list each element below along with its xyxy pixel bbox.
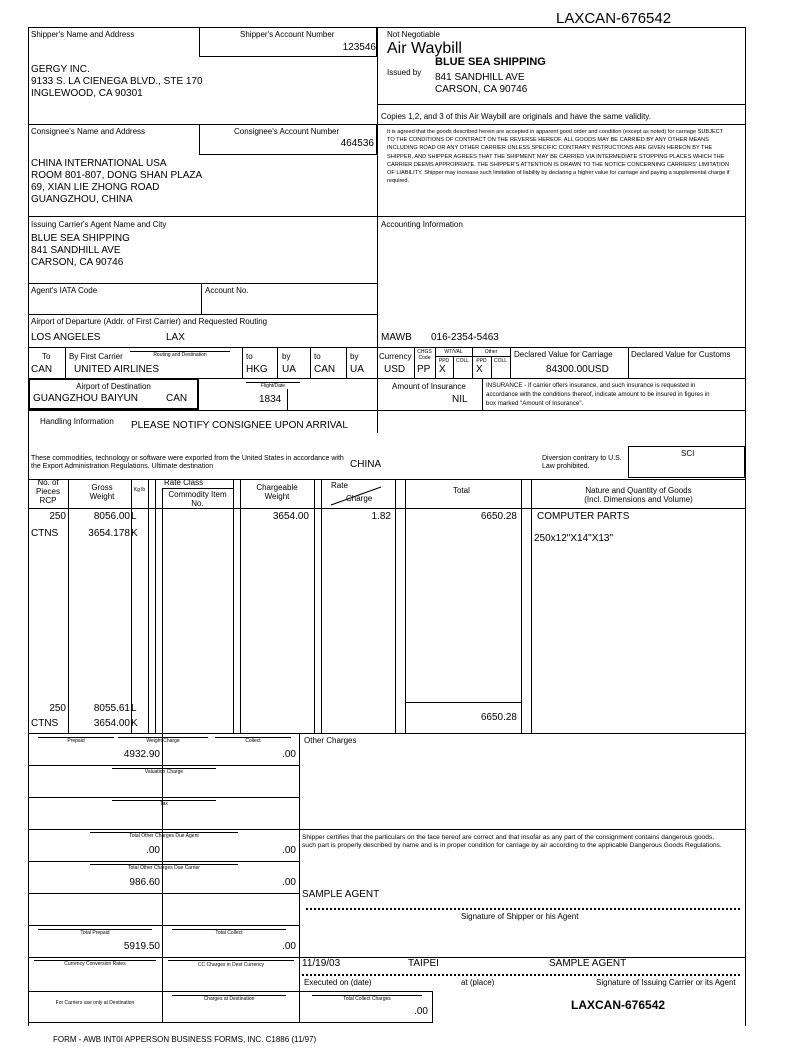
agent-iata-label: Agent's IATA Code: [31, 286, 98, 295]
col-pieces: No. of Pieces RCP: [35, 478, 60, 505]
weight-collect: .00: [282, 749, 296, 760]
departure-code: LAX: [166, 332, 185, 343]
total-pieces-unit: CTNS: [31, 718, 59, 729]
departure-city: LOS ANGELES: [31, 332, 101, 343]
to3-value: CAN: [314, 364, 336, 375]
cc-charges-label: CC Charges in Dest Currency: [197, 962, 265, 968]
flight-value: 1834: [259, 394, 282, 405]
currency-label: Currency: [379, 352, 412, 361]
col-nature-2: (Incl. Dimensions and Volume): [584, 495, 693, 504]
destination-airport: GUANGZHOU BAIYUN: [33, 393, 139, 404]
total-pieces: 250: [49, 703, 66, 714]
shipper-cert: Shipper certifies that the particulars on the face hereof are correct and that insofar as any part of the consignment contains dangerous goods, such part is properly described by name and is in proper condition for carriage by air according to the applicable Dangerous Goods Regulations.: [302, 834, 722, 849]
carrier-use-label: For Carriers use only at Destination: [55, 1000, 135, 1006]
awb-number-bottom: LAXCAN-676542: [571, 998, 666, 1012]
insurance-note: INSURANCE - If carrier offers insurance, and such insurance is requested in accordance with the conditions thereof, indicate amount to be insured in figures in box marked "Amount of Insurance".: [486, 382, 710, 407]
declared-customs-label: Declared Value for Customs: [631, 350, 731, 359]
cargo-pieces-unit: CTNS: [31, 528, 59, 539]
total-prepaid-label: Total Prepaid: [80, 930, 110, 936]
ot-ppd-mark: X: [476, 364, 483, 375]
issuer-name: BLUE SEA SHIPPING: [435, 56, 546, 68]
total-prepaid: 5919.50: [123, 941, 160, 952]
to3-label: to: [314, 352, 321, 361]
departure-label: Airport of Departure (Addr. of First Carrier) and Requested Routing: [31, 317, 268, 326]
other-label: Other: [484, 349, 498, 355]
sci-label: SCI: [681, 449, 695, 458]
issuer-address: 841 SANDHILL AVE CARSON, CA 90746: [435, 72, 528, 95]
cargo-gross2-unit: K: [131, 528, 138, 539]
by3-value: UA: [350, 364, 364, 375]
cargo-gross2: 3654.178: [88, 528, 130, 539]
shipper-account: 123546: [342, 42, 376, 53]
insurance-label: Amount of Insurance: [392, 382, 466, 391]
total-gross2-unit: K: [131, 718, 138, 729]
shipper-label: Shipper's Name and Address: [31, 30, 135, 39]
col-charge: Charge: [346, 494, 373, 503]
consignee-address: CHINA INTERNATIONAL USA ROOM 801-807, DONG SHAN PLAZA 69, XIAN LIE ZHONG ROAD GUANGZHOU, CHINA: [31, 158, 203, 205]
total-collect-label: Total Collect: [215, 930, 243, 936]
execution-sig-label: Signature of Issuing Carrier or its Agent: [596, 978, 736, 987]
copies-note: Copies 1,2, and 3 of this Air Waybill are originals and have the same validity.: [381, 112, 651, 121]
total-collect-charges-label: Total Collect Charges: [343, 996, 391, 1002]
to-label: To: [42, 352, 51, 361]
prepaid-label: Prepaid: [67, 738, 85, 744]
cargo-pieces: 250: [49, 511, 66, 522]
center-divider: [377, 27, 378, 433]
by2-value: UA: [282, 364, 296, 375]
col-gross: Gross Weight: [89, 483, 115, 501]
mawb-value: 016-2354-5463: [431, 332, 499, 343]
shipper-signature-label: Signature of Shipper or his Agent: [461, 912, 579, 921]
due-agent-label: Total Other Charges Due Agent: [129, 833, 199, 839]
consignee-account: 464536: [340, 138, 374, 149]
cargo-chargeable: 3654.00: [272, 511, 309, 522]
to2-label: to: [246, 352, 253, 361]
awb-number-top: LAXCAN-676542: [556, 10, 672, 27]
conditions-text: It is agreed that the goods described herein are accepted in apparent good order and condition (except as noted) for carriage SUBJECT TO THE CONDITIONS OF CONTRACT ON THE REVERSE HEREOF. ALL GOODS MAY BE CARRIED BY ANY OTHER MEANS INCLUDING ROAD OR ANY OTHER CARRIER UNLESS SPECIFIC CONTRARY INSTRUCTIONS ARE GIVEN HEREON BY THE SHIPPER, AND SHIPPER AGREES THAT THE SHIPMENT MAY BE CARRIED VIA INTERMEDIATE STOPPING PLACES WHICH THE CARRIER DEEMS APPROPRIATE. THE SHIPPER'S ATTENTION IS DRAWN TO THE NOTICE CONCERNING CARRIERS' LIMITATION OF LIABILITY. Shipper may increase such limitation of liability by declaring a higher value for carriage and paying a supplemental charge if required.: [387, 129, 730, 185]
execution-date: 11/19/03: [302, 958, 341, 969]
total-collect-charges: .00: [414, 1006, 428, 1017]
routing-dest-label: Routing and Destination: [153, 352, 207, 358]
by2-label: by: [282, 352, 291, 361]
total-gross2: 3654.00: [93, 718, 130, 729]
due-carrier-collect: .00: [282, 877, 296, 888]
total-collect: .00: [282, 941, 296, 952]
cargo-dims: 250x12"X14"X13": [534, 533, 614, 544]
cargo-goods: COMPUTER PARTS: [537, 511, 630, 522]
execution-place: TAIPEI: [408, 958, 439, 969]
shipper-account-label: Shipper's Account Number: [240, 30, 335, 39]
cargo-gross: 8056.00: [93, 511, 130, 522]
col-total: Total: [453, 486, 470, 495]
rate-charge-diagonal: [321, 479, 395, 508]
declared-carriage-value: 84300.00USD: [546, 364, 609, 375]
first-carrier-label: By First Carrier: [69, 352, 123, 361]
handling-value: PLEASE NOTIFY CONSIGNEE UPON ARRIVAL: [131, 420, 348, 431]
wt-coll-label: COLL: [455, 358, 470, 364]
doc-title: Air Waybill: [387, 40, 462, 57]
currency-rates-label: Currency Conversion Rates: [64, 961, 126, 967]
agent-label: Issuing Carrier's Agent Name and City: [31, 220, 167, 229]
due-carrier-prepaid: 986.60: [129, 877, 160, 888]
total-amount: 6650.28: [480, 712, 517, 723]
export-text: These commodities, technology or software were exported from the United States in accordance with the Export Administration Regulations. Ultimate destination: [31, 455, 344, 470]
handling-label: Handling Information: [40, 417, 114, 426]
to-value: CAN: [31, 364, 53, 375]
issued-by-label: Issued by: [387, 68, 422, 77]
weight-charge-label: Weight Charge: [146, 738, 180, 744]
other-charges-label: Other Charges: [304, 736, 357, 745]
agent-address: BLUE SEA SHIPPING 841 SANDHILL AVE CARSON, CA 90746: [31, 233, 130, 268]
first-carrier: UNITED AIRLINES: [74, 364, 160, 375]
chgs-label: CHGS Code: [417, 349, 432, 361]
collect-label: Collect: [245, 738, 261, 744]
destination-label: Airport of Destination: [76, 382, 151, 391]
wt-ppd-label: PPD: [438, 358, 450, 364]
total-gross-unit: L: [131, 703, 137, 714]
currency-value: USD: [384, 364, 406, 375]
weight-prepaid: 4932.90: [123, 749, 160, 760]
due-agent-prepaid: .00: [146, 845, 160, 856]
to2-value: HKG: [246, 364, 268, 375]
ot-coll-label: COLL: [493, 358, 508, 364]
chgs-value: PP: [417, 364, 431, 375]
valuation-label: Valuation Charge: [144, 769, 184, 775]
execution-agent: SAMPLE AGENT: [549, 958, 627, 969]
shipper-signature-name: SAMPLE AGENT: [302, 889, 380, 900]
consignee-label: Consignee's Name and Address: [31, 127, 146, 136]
col-kg: Kg lb: [133, 487, 146, 493]
flight-label: Flight/Date: [260, 383, 286, 389]
agent-account-label: Account No.: [205, 286, 249, 295]
col-commodity: Commodity Item No.: [168, 490, 227, 508]
cargo-gross-unit: L: [131, 511, 137, 522]
col-rate-class: Rate Class: [164, 478, 204, 487]
ot-ppd-label: PPD: [476, 358, 487, 364]
not-negotiable-label: Not Negotiable: [387, 30, 440, 39]
destination-code: CAN: [166, 393, 188, 404]
col-rate: Rate: [331, 481, 348, 490]
by3-label: by: [350, 352, 359, 361]
wt-ppd-mark: X: [439, 364, 446, 375]
execution-date-label: Executed on (date): [304, 978, 372, 987]
export-destination: CHINA: [350, 459, 382, 470]
due-carrier-label: Total Other Charges Due Carrier: [128, 865, 200, 871]
execution-place-label: at (place): [461, 978, 495, 987]
cargo-total: 6650.28: [480, 511, 517, 522]
accounting-label: Accounting Information: [381, 220, 463, 229]
total-gross: 8055.61: [93, 703, 130, 714]
declared-carriage-label: Declared Value for Carriage: [514, 350, 613, 359]
insurance-value: NIL: [452, 394, 468, 405]
tax-label: Tax: [160, 801, 168, 807]
wtval-label: WT/VAL: [444, 349, 463, 355]
diversion-note: Diversion contrary to U.S. Law prohibited.: [542, 455, 622, 470]
charges-dest-label: Charges at Destination: [203, 996, 255, 1002]
due-agent-collect: .00: [282, 845, 296, 856]
cargo-rate: 1.82: [371, 511, 391, 522]
col-nature: Nature and Quantity of Goods: [585, 486, 692, 495]
consignee-account-label: Consignee's Account Number: [234, 127, 340, 136]
shipper-address: GERGY INC. 9133 S. LA CIENEGA BLVD., STE 170 INGLEWOOD, CA 90301: [31, 64, 203, 99]
form-footer: FORM - AWB INT0I APPERSON BUSINESS FORMS, INC. C1886 (11/97): [53, 1035, 317, 1044]
col-chargeable: Chargeable Weight: [256, 483, 298, 501]
mawb-label: MAWB: [381, 332, 412, 343]
